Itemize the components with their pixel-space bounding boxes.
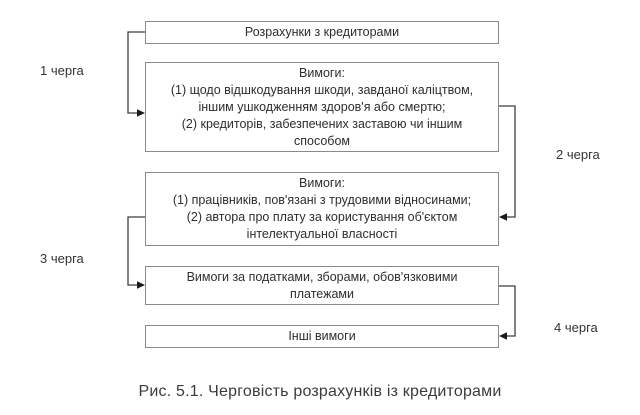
box-text-line: Вимоги: — [299, 65, 345, 80]
connector-queue2-arrowhead-icon — [499, 213, 507, 221]
queue-label-3: 3 черга — [40, 251, 84, 266]
box-text-line: іншим ушкодженням здоров'я або смертю; — [198, 99, 446, 114]
box-settlements-with-creditors — [145, 21, 499, 44]
box-text-line: Вимоги за податками, зборами, обов'язковими — [186, 269, 458, 284]
queue-label-2: 2 черга — [556, 147, 600, 162]
box-queue2-claims — [145, 172, 499, 246]
figure-caption: Рис. 5.1. Черговість розрахунків із кредиторами — [138, 383, 502, 400]
box-queue3-claims — [145, 266, 499, 305]
box-text-line: (2) кредиторів, забезпечених заставою чи іншим — [181, 116, 463, 131]
box-text-line: Розрахунки з кредиторами — [244, 25, 400, 39]
queue-label-4: 4 черга — [554, 320, 598, 335]
box-text-line: Вимоги: — [299, 176, 345, 190]
box-text-line: Інші вимоги — [288, 329, 356, 343]
box-text-line: (1) працівників, пов'язані з трудовими відносинами; — [172, 193, 472, 207]
box-other-claims — [145, 325, 499, 348]
connector-queue3-line — [128, 217, 145, 285]
box-text-line: способом — [293, 133, 351, 148]
box-queue1-claims — [145, 62, 499, 152]
connector-queue1-line — [128, 32, 145, 113]
connector-queue3-arrowhead-icon — [137, 281, 145, 289]
box-text-line: (1) щодо відшкодування шкоди, завданої каліцтвом, — [170, 82, 474, 97]
queue-label-1: 1 черга — [40, 63, 84, 78]
connector-queue2-line — [499, 106, 515, 217]
box-text-line: інтелектуальної власності — [246, 227, 398, 241]
connector-queue4-line — [499, 286, 515, 336]
connector-queue1-arrowhead-icon — [137, 109, 145, 117]
box-text-line: платежами — [289, 286, 355, 301]
box-text-line: (2) автора про плату за користування об'єктом — [186, 210, 458, 224]
connector-queue4-arrowhead-icon — [499, 332, 507, 340]
